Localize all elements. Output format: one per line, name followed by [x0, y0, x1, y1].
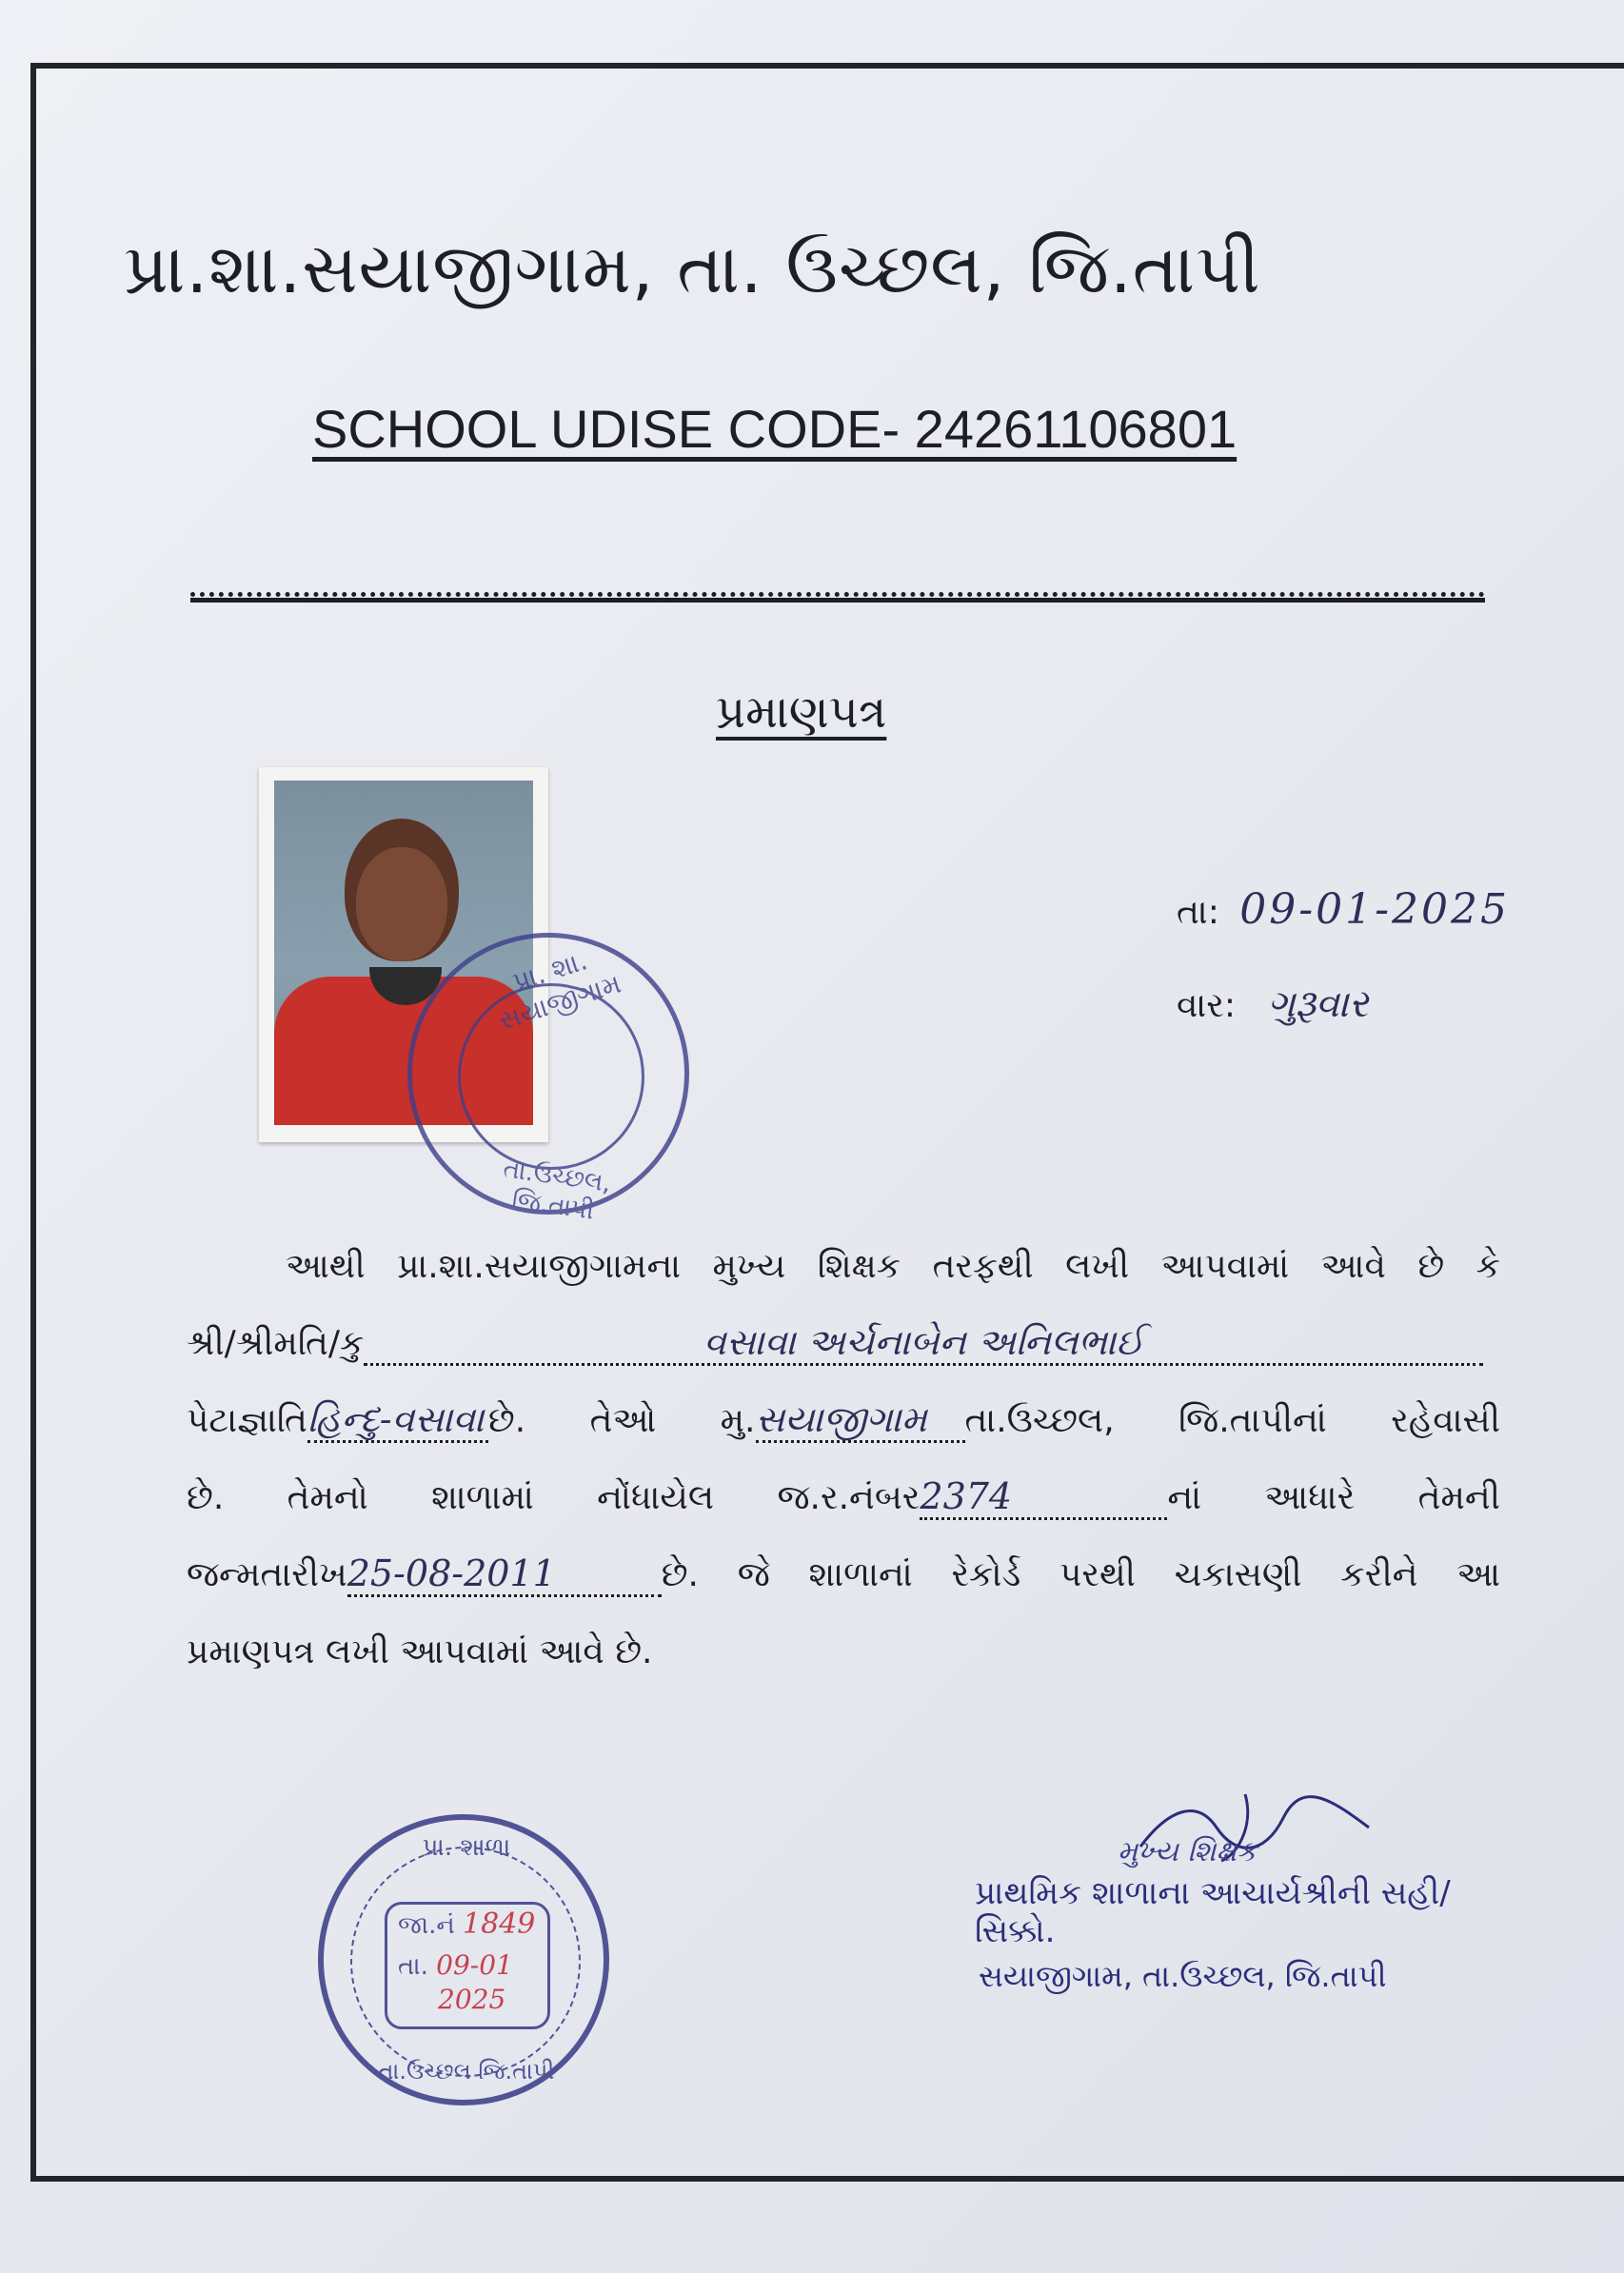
udise-code: SCHOOL UDISE CODE- 24261106801	[312, 399, 1238, 459]
gr-number: 2374	[920, 1475, 1167, 1520]
body-line-closing: પ્રમાણપત્ર લખી આપવામાં આવે છે.	[187, 1632, 653, 1671]
signature-title: મુખ્ય શિક્ષક	[1118, 1835, 1258, 1868]
day-line	[1177, 982, 1368, 1026]
photo-face	[356, 847, 447, 961]
seal-top-text: પ્રા. શા. સયાજીગામ	[494, 944, 625, 1037]
village-value: સયાજીગામ	[756, 1398, 965, 1443]
name-prefix: શ્રી/શ્રીમતિ/કુ	[187, 1324, 365, 1363]
stamp-number-row: જા.નં 1849	[398, 1907, 536, 1941]
stamp-top-text: પ્રા. શાળા	[422, 1833, 511, 1862]
student-name: વસાવા અર્ચનાબેન અનિલભાઈ	[364, 1321, 1483, 1366]
signature-block	[975, 1835, 1489, 1995]
seal-bottom-text: તા.ઉચ્છલ, જિ.તાપી	[501, 1155, 613, 1226]
outward-date: 09-01	[436, 1949, 513, 1981]
subcaste-value: હિન્દુ-વસાવા	[307, 1398, 488, 1443]
dotted-divider	[190, 579, 1485, 597]
body-line-dob: જન્મતારીખ25-08-2011 છે. જે શાળાનાં રેકોર્ડ પરથી ચકાસણી કરીને આ	[187, 1536, 1500, 1613]
dob-value: 25-08-2011	[347, 1552, 662, 1597]
certificate-body	[187, 1228, 1500, 1690]
date-value: 09-01-2025	[1239, 885, 1510, 934]
stamp-bottom-text: તા.ઉચ્છલ જિ.તાપી	[378, 2058, 555, 2085]
outward-year: 2025	[438, 1984, 506, 2015]
signature-line-1: પ્રાથમિક શાળાના આચાર્યશ્રીની સહી/સિક્કો.	[975, 1874, 1451, 1950]
solid-divider	[190, 598, 1485, 603]
stamp-date-row: તા. 09-01	[398, 1949, 513, 1981]
certificate-heading: પ્રમાણપત્ર	[716, 685, 887, 739]
school-seal-stamp	[407, 933, 689, 1226]
signature-line-2: સયાજીગામ, તા.ઉચ્છલ, જિ.તાપી	[979, 1958, 1387, 1994]
outward-number: 1849	[463, 1907, 536, 1941]
body-line-subcaste: પેટાજ્ઞાતિહિન્દુ-વસાવા છે. તેઓ મુ.સયાજીગામ તા.ઉચ્છલ, જિ.તાપીનાં રહેવાસી	[187, 1382, 1500, 1459]
school-title: પ્રા.શા.સયાજીગામ, તા. ઉચ્છલ, જિ.તાપી	[124, 228, 1261, 308]
day-value: ગુરૂવાર	[1267, 982, 1369, 1026]
body-line-gr: છે. તેમનો શાળામાં નોંધાયેલ જ.ર.નંબર2374 નાં આધારે તેમની	[187, 1459, 1500, 1536]
date-line	[1177, 885, 1510, 934]
date-label: તા:	[1177, 893, 1219, 932]
day-label: વાર:	[1177, 986, 1236, 1025]
outward-number-stamp	[318, 1814, 609, 2105]
body-line-name	[187, 1305, 1500, 1382]
body-line-1: આથી પ્રા.શા.સયાજીગામના મુખ્ય શિક્ષક તરફથી લખી આપવામાં આવે છે કે	[286, 1247, 1500, 1286]
